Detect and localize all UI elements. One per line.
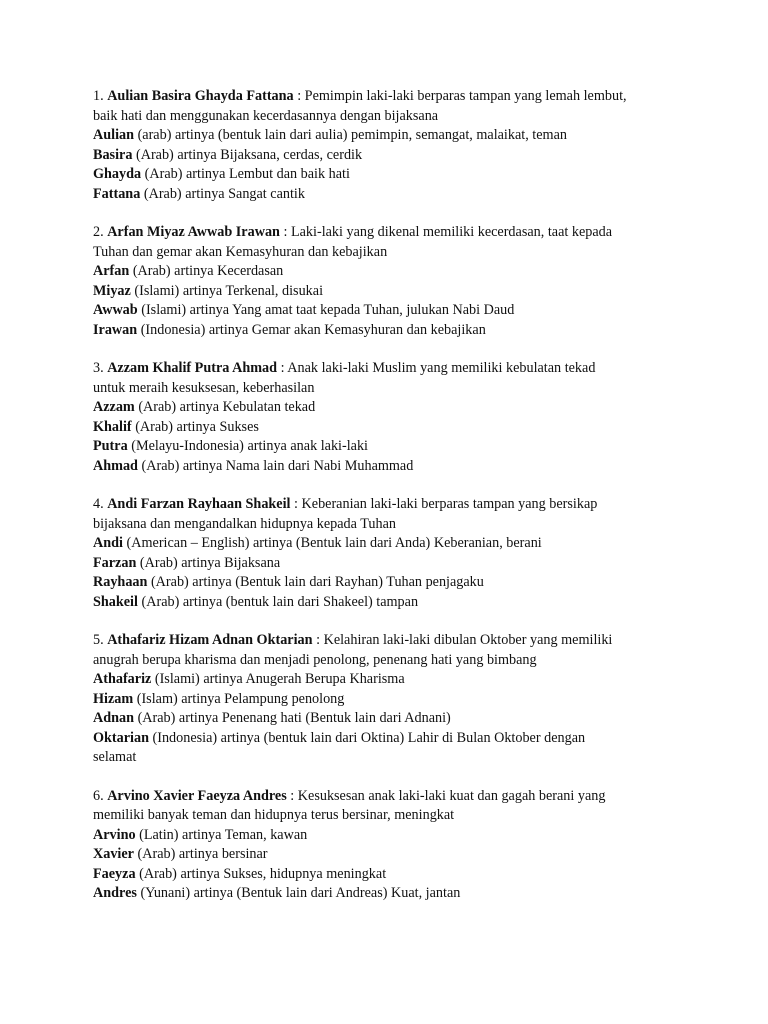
name-entry-4 [93, 495, 693, 612]
entry-description-continued: untuk meraih kesuksesan, keberhasilan [93, 379, 315, 396]
name-entry-3 [93, 359, 693, 476]
name-part-line [93, 884, 693, 904]
name-part-meaning: (Latin) artinya Teman, kawan [135, 826, 308, 843]
name-part-word: Arfan [93, 263, 130, 279]
name-part-line [93, 437, 693, 457]
name-part-line [93, 709, 693, 729]
name-part-meaning: (Indonesia) artinya Gemar akan Kemasyhuran dan kebajikan [137, 321, 486, 338]
name-part-word: Azzam [93, 399, 135, 415]
name-part-meaning: (Arab) artinya bersinar [133, 846, 268, 862]
name-part-line [93, 398, 693, 418]
name-part-line [93, 690, 693, 710]
name-part-word: Ahmad [93, 457, 138, 474]
entry-number: 1. [93, 88, 104, 104]
name-part-line [93, 845, 693, 865]
entry-number: 5. [93, 632, 104, 648]
name-part-line [93, 457, 693, 477]
name-part-word: Oktarian [93, 729, 149, 746]
entry-number: 4. [93, 496, 104, 512]
name-part-word: Miyaz [93, 282, 131, 299]
name-part-word: Adnan [93, 710, 135, 726]
name-part-line [93, 670, 693, 690]
entry-heading [93, 359, 693, 379]
entry-number: 2. [93, 224, 104, 240]
name-part-meaning: (Arab) artinya Nama lain dari Nabi Muhammad [137, 457, 414, 474]
entry-heading [93, 631, 693, 651]
name-part-word: Khalif [93, 418, 132, 435]
name-part-meaning: (Arab) artinya Kecerdasan [129, 263, 284, 279]
name-part-line [93, 262, 693, 282]
name-part-line [93, 185, 693, 205]
entry-description: : Kesuksesan anak laki-laki kuat dan gagah berani yang [286, 787, 606, 804]
entry-heading [93, 87, 693, 107]
entry-full-name: Arfan Miyaz Awwab Irawan [107, 224, 280, 240]
name-part-word: Xavier [93, 846, 134, 862]
name-part-meaning: (Islam) artinya Pelampung penolong [133, 690, 345, 707]
name-part-line [93, 865, 693, 885]
name-part-word: Fattana [93, 185, 141, 202]
name-part-meaning: (Arab) artinya Sukses [131, 418, 259, 435]
entry-heading [93, 495, 693, 515]
name-part-word: Irawan [93, 321, 138, 338]
entry-description-continued: baik hati dan menggunakan kecerdasannya dengan bijaksana [93, 107, 439, 124]
entry-description: : Keberanian laki-laki berparas tampan yang bersikap [290, 496, 598, 512]
name-part-line [93, 573, 693, 593]
name-part-line [93, 826, 693, 846]
entry-number: 6. [93, 787, 104, 804]
name-part-meaning: (Islami) artinya Yang amat taat kepada Tuhan, julukan Nabi Daud [137, 302, 515, 318]
entry-description-continued: memiliki banyak teman dan hidupnya terus bersinar, meningkat [93, 807, 455, 823]
name-part-meaning: (Arab) artinya Kebulatan tekad [134, 399, 316, 415]
entry-full-name: Athafariz Hizam Adnan Oktarian [107, 632, 313, 648]
name-part-line [93, 534, 693, 554]
name-part-word: Hizam [93, 690, 134, 707]
name-part-meaning: (arab) artinya (bentuk lain dari aulia) pemimpin, semangat, malaikat, teman [134, 127, 567, 143]
entry-description-continued: bijaksana dan mengandalkan hidupnya kepada Tuhan [93, 515, 396, 532]
entry-heading [93, 223, 693, 243]
name-part-line [93, 165, 693, 185]
entry-description: : Kelahiran laki-laki dibulan Oktober yang memiliki [312, 632, 613, 648]
name-part-meaning: (Arab) artinya Penenang hati (Bentuk lain dari Adnani) [134, 710, 451, 726]
entry-description: : Anak laki-laki Muslim yang memiliki kebulatan tekad [277, 360, 596, 376]
name-entry-6 [93, 787, 693, 904]
name-entry-5 [93, 631, 693, 768]
name-part-line [93, 593, 693, 613]
name-part-meaning: (Islami) artinya Anugerah Berupa Kharisma [151, 671, 405, 687]
name-part-meaning: (American – English) artinya (Bentuk lain dari Anda) Keberanian, berani [122, 535, 542, 551]
name-part-line [93, 301, 693, 321]
name-part-word: Ghayda [93, 166, 142, 182]
name-part-word: Farzan [93, 554, 137, 571]
name-part-meaning: (Arab) artinya Bijaksana, cerdas, cerdik [132, 146, 363, 163]
name-part-line [93, 554, 693, 574]
name-part-meaning: (Arab) artinya Sukses, hidupnya meningkat [135, 865, 387, 882]
name-part-meaning: (Arab) artinya Lembut dan baik hati [141, 166, 350, 182]
name-part-line [93, 126, 693, 146]
name-part-meaning: (Melayu-Indonesia) artinya anak laki-laki [127, 438, 368, 454]
name-part-word: Putra [93, 438, 128, 454]
entry-description-continued: Tuhan dan gemar akan Kemasyhuran dan kebajikan [93, 243, 388, 260]
entry-description: : Pemimpin laki-laki berparas tampan yang lemah lembut, [293, 88, 627, 104]
name-part-word: Basira [93, 146, 133, 163]
name-part-meaning: (Yunani) artinya (Bentuk lain dari Andreas) Kuat, jantan [136, 885, 461, 901]
entry-description: : Laki-laki yang dikenal memiliki kecerdasan, taat kepada [279, 224, 613, 240]
document-page [93, 87, 693, 923]
name-part-word: Awwab [93, 302, 138, 318]
entry-full-name: Arvino Xavier Faeyza Andres [107, 787, 287, 804]
name-part-line [93, 282, 693, 302]
name-part-word: Athafariz [93, 671, 152, 687]
entry-number: 3. [93, 360, 104, 376]
name-part-line [93, 321, 693, 341]
name-part-word: Aulian [93, 127, 135, 143]
name-part-word: Andres [93, 885, 137, 901]
entry-full-name: Azzam Khalif Putra Ahmad [107, 360, 278, 376]
name-part-line [93, 729, 693, 749]
entry-description-continued: anugrah berupa kharisma dan menjadi penolong, penenang hati yang bimbang [93, 651, 537, 668]
name-part-word: Shakeil [93, 593, 138, 610]
name-part-word: Arvino [93, 826, 136, 843]
name-part-meaning: (Arab) artinya Sangat cantik [140, 185, 305, 202]
name-part-word: Andi [93, 535, 123, 551]
name-part-line [93, 146, 693, 166]
entry-heading [93, 787, 693, 807]
name-part-meaning: (Indonesia) artinya (bentuk lain dari Oktina) Lahir di Bulan Oktober dengan [148, 729, 586, 746]
name-part-meaning: (Arab) artinya (Bentuk lain dari Rayhan) Tuhan penjagaku [147, 574, 484, 590]
entry-full-name: Aulian Basira Ghayda Fattana [107, 88, 294, 104]
name-part-meaning: (Islami) artinya Terkenal, disukai [130, 282, 324, 299]
name-part-word: Rayhaan [93, 574, 148, 590]
name-part-word: Faeyza [93, 865, 136, 882]
name-entry-2 [93, 223, 693, 340]
name-part-meaning: (Arab) artinya (bentuk lain dari Shakeel) tampan [137, 593, 419, 610]
name-part-continued: selamat [93, 749, 137, 765]
name-part-meaning: (Arab) artinya Bijaksana [136, 554, 281, 571]
name-entry-1 [93, 87, 693, 204]
name-part-line [93, 418, 693, 438]
entry-full-name: Andi Farzan Rayhaan Shakeil [107, 496, 291, 512]
